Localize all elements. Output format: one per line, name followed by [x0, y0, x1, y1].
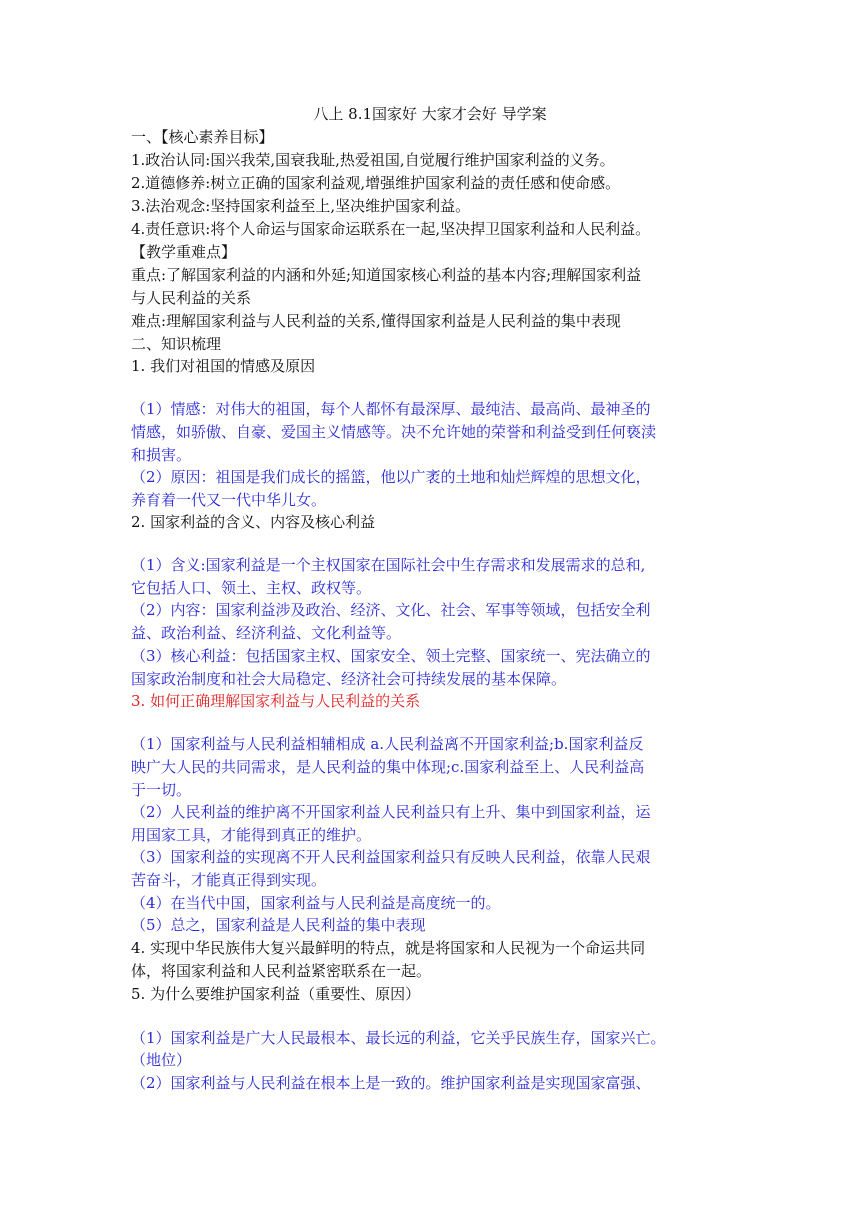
- goal-item: 4.责任意识:将个人命运与国家命运联系在一起,坚决捍卫国家利益和人民利益。: [131, 220, 651, 238]
- answer-text: 国家政治制度和社会大局稳定、经济社会可持续发展的基本保障。: [131, 670, 567, 688]
- answer-text: （1）国家利益是广大人民最根本、最长远的利益，它关乎民族生存，国家兴亡。: [131, 1029, 666, 1047]
- answer-text: 用国家工具，才能得到真正的维护。: [131, 826, 372, 844]
- answer-text: 它包括人口、领土、主权、政权等。: [131, 579, 372, 597]
- answer-text: 映广大人民的共同需求，是人民利益的集中体现;c.国家利益至上、人民利益高: [131, 758, 645, 776]
- page-title: 八上 8.1国家好 大家才会好 导学案: [313, 105, 547, 123]
- answer-text: （5）总之，国家利益是人民利益的集中表现: [131, 916, 426, 934]
- key-point-text: 重点:了解国家利益的内涵和外延;知道国家核心利益的基本内容;理解国家利益: [131, 266, 642, 284]
- answer-text: （2）原因：祖国是我们成长的摇篮，他以广袤的土地和灿烂辉煌的思想文化，: [131, 468, 651, 486]
- answer-text: （3）国家利益的实现离不开人民利益国家利益只有反映人民利益，依靠人民艰: [131, 848, 651, 866]
- section-heading-knowledge: 二、知识梳理: [131, 335, 222, 353]
- section-heading-key-points: 【教学重难点】: [131, 243, 237, 261]
- goal-item: 3.法治观念:坚持国家利益至上,坚决维护国家利益。: [131, 197, 471, 215]
- answer-text: 养育着一代又一代中华儿女。: [131, 491, 327, 509]
- question-heading: 4. 实现中华民族伟大复兴最鲜明的特点，就是将国家和人民视为一个命运共同: [131, 939, 646, 957]
- answer-text: 和损害。: [131, 446, 192, 464]
- answer-text: （2）国家利益与人民利益在根本上是一致的。维护国家利益是实现国家富强、: [131, 1074, 651, 1092]
- answer-text: （2）人民利益的维护离不开国家利益人民利益只有上升、集中到国家利益，运: [131, 803, 651, 821]
- answer-text: （2）内容：国家利益涉及政治、经济、文化、社会、军事等领域，包括安全利: [131, 601, 651, 619]
- answer-text: （4）在当代中国，国家利益与人民利益是高度统一的。: [131, 894, 501, 912]
- question-heading: 5. 为什么要维护国家利益（重要性、原因）: [131, 985, 421, 1003]
- answer-text: （1）情感：对伟大的祖国，每个人都怀有最深厚、最纯洁、最高尚、最神圣的: [131, 400, 651, 418]
- question-heading: 2. 国家利益的含义、内容及核心利益: [131, 513, 376, 531]
- answer-text: 情感，如骄傲、自豪、爱国主义情感等。决不允许她的荣誉和利益受到任何亵渎: [131, 423, 657, 441]
- goal-item: 1.政治认同:国兴我荣,国衰我耻,热爱祖国,自觉履行维护国家利益的义务。: [131, 151, 615, 169]
- question-heading-highlight: 3. 如何正确理解国家利益与人民利益的关系: [131, 692, 421, 710]
- answer-text: （地位）: [131, 1051, 192, 1069]
- answer-text: 苦奋斗，才能真正得到实现。: [131, 871, 327, 889]
- answer-text: （3）核心利益：包括国家主权、国家安全、领土完整、国家统一、宪法确立的: [131, 647, 651, 665]
- question-heading: 体，将国家利益和人民利益紧密联系在一起。: [131, 962, 432, 980]
- key-point-text: 与人民利益的关系: [131, 289, 252, 307]
- answer-text: （1）含义:国家利益是一个主权国家在国际社会中生存需求和发展需求的总和,: [131, 556, 646, 574]
- goal-item: 2.道德修养:树立正确的国家利益观,增强维护国家利益的责任感和使命感。: [131, 174, 621, 192]
- question-heading: 1. 我们对祖国的情感及原因: [131, 357, 316, 375]
- answer-text: （1）国家利益与人民利益相辅相成 a.人民利益离不开国家利益;b.国家利益反: [131, 735, 644, 753]
- answer-text: 益、政治利益、经济利益、文化利益等。: [131, 624, 402, 642]
- difficult-point-text: 难点:理解国家利益与人民利益的关系,懂得国家利益是人民利益的集中表现: [131, 312, 621, 330]
- answer-text: 于一切。: [131, 781, 192, 799]
- section-heading-goals: 一、【核心素养目标】: [131, 128, 274, 146]
